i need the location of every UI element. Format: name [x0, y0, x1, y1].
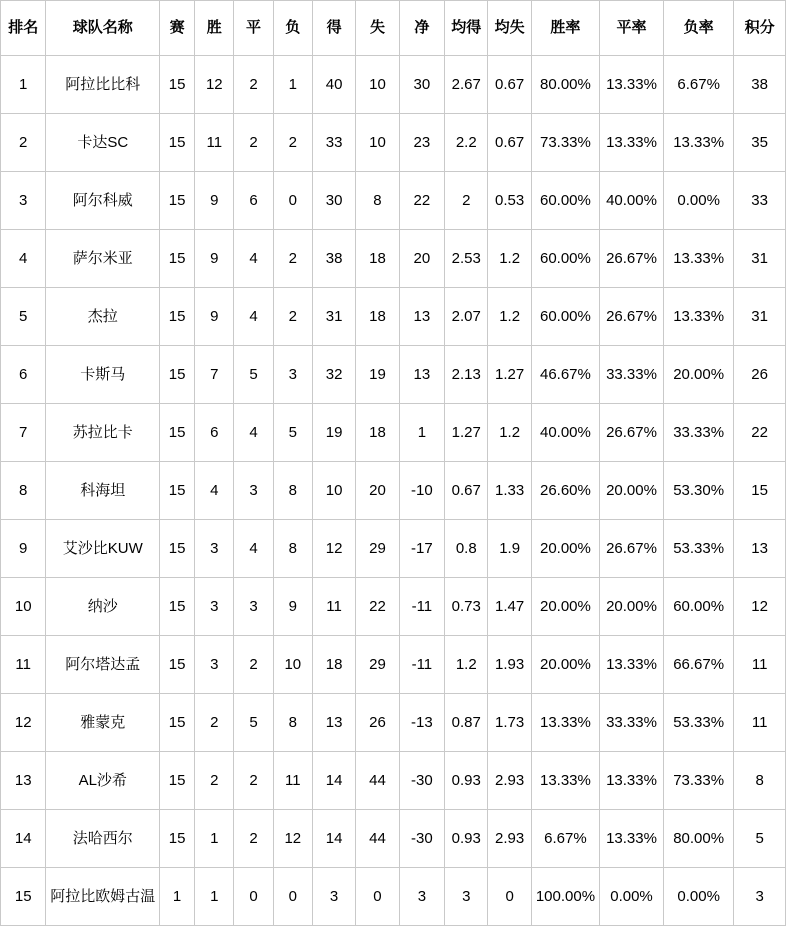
cell-points: 12	[734, 578, 786, 636]
cell-goal-diff: -11	[399, 636, 444, 694]
column-header-played: 赛	[160, 1, 195, 56]
cell-goals-for: 31	[312, 288, 355, 346]
cell-avg-goals-for: 2.53	[445, 230, 488, 288]
cell-goals-against: 26	[356, 694, 399, 752]
cell-goals-against: 8	[356, 172, 399, 230]
cell-goal-diff: -17	[399, 520, 444, 578]
cell-points: 11	[734, 694, 786, 752]
column-header-lose-rate: 负率	[664, 1, 734, 56]
cell-rank: 9	[1, 520, 46, 578]
cell-goals-against: 44	[356, 810, 399, 868]
cell-goal-diff: 23	[399, 114, 444, 172]
cell-draw-rate: 40.00%	[600, 172, 664, 230]
cell-win: 3	[195, 578, 234, 636]
cell-avg-goals-against: 0	[488, 868, 531, 926]
cell-rank: 5	[1, 288, 46, 346]
cell-win-rate: 20.00%	[531, 636, 599, 694]
cell-win-rate: 60.00%	[531, 230, 599, 288]
cell-lose-rate: 53.33%	[664, 520, 734, 578]
cell-lose: 2	[273, 230, 312, 288]
column-header-points: 积分	[734, 1, 786, 56]
cell-draw-rate: 13.33%	[600, 114, 664, 172]
cell-rank: 11	[1, 636, 46, 694]
cell-avg-goals-for: 0.67	[445, 462, 488, 520]
table-row	[1, 288, 786, 346]
cell-goals-for: 3	[312, 868, 355, 926]
header-row	[1, 1, 786, 56]
cell-points: 3	[734, 868, 786, 926]
cell-rank: 2	[1, 114, 46, 172]
cell-played: 15	[160, 288, 195, 346]
cell-played: 15	[160, 346, 195, 404]
cell-goals-against: 10	[356, 56, 399, 114]
cell-goals-against: 18	[356, 288, 399, 346]
cell-goal-diff: -13	[399, 694, 444, 752]
cell-avg-goals-against: 1.73	[488, 694, 531, 752]
cell-points: 31	[734, 288, 786, 346]
cell-goal-diff: -30	[399, 752, 444, 810]
cell-win: 12	[195, 56, 234, 114]
cell-avg-goals-against: 0.53	[488, 172, 531, 230]
cell-goals-against: 22	[356, 578, 399, 636]
table-body	[1, 56, 786, 926]
cell-draw-rate: 13.33%	[600, 752, 664, 810]
cell-draw: 6	[234, 172, 273, 230]
cell-lose-rate: 13.33%	[664, 288, 734, 346]
cell-goal-diff: -11	[399, 578, 444, 636]
cell-draw-rate: 33.33%	[600, 346, 664, 404]
cell-goals-against: 18	[356, 230, 399, 288]
table-row	[1, 404, 786, 462]
cell-avg-goals-for: 2.13	[445, 346, 488, 404]
cell-goals-for: 12	[312, 520, 355, 578]
cell-avg-goals-against: 1.47	[488, 578, 531, 636]
cell-draw: 5	[234, 346, 273, 404]
column-header-rank: 排名	[1, 1, 46, 56]
cell-played: 15	[160, 462, 195, 520]
cell-rank: 14	[1, 810, 46, 868]
column-header-draw-rate: 平率	[600, 1, 664, 56]
cell-lose-rate: 20.00%	[664, 346, 734, 404]
cell-lose: 10	[273, 636, 312, 694]
cell-team[interactable]: 阿尔塔达孟	[46, 636, 160, 694]
cell-avg-goals-against: 1.2	[488, 230, 531, 288]
cell-lose: 2	[273, 288, 312, 346]
cell-win-rate: 100.00%	[531, 868, 599, 926]
cell-points: 8	[734, 752, 786, 810]
cell-team[interactable]: 雅蒙克	[46, 694, 160, 752]
cell-goals-for: 38	[312, 230, 355, 288]
table-row	[1, 56, 786, 114]
cell-lose: 5	[273, 404, 312, 462]
column-header-lose: 负	[273, 1, 312, 56]
cell-win-rate: 20.00%	[531, 578, 599, 636]
cell-draw: 4	[234, 230, 273, 288]
cell-draw: 0	[234, 868, 273, 926]
cell-draw-rate: 13.33%	[600, 56, 664, 114]
cell-team[interactable]: AL沙希	[46, 752, 160, 810]
cell-draw: 2	[234, 752, 273, 810]
column-header-win: 胜	[195, 1, 234, 56]
column-header-goal-diff: 净	[399, 1, 444, 56]
cell-points: 35	[734, 114, 786, 172]
cell-team[interactable]: 卡斯马	[46, 346, 160, 404]
cell-draw-rate: 26.67%	[600, 230, 664, 288]
cell-goals-for: 30	[312, 172, 355, 230]
cell-avg-goals-against: 2.93	[488, 810, 531, 868]
cell-played: 15	[160, 404, 195, 462]
cell-avg-goals-for: 0.87	[445, 694, 488, 752]
cell-goals-against: 44	[356, 752, 399, 810]
table-row	[1, 868, 786, 926]
cell-win: 7	[195, 346, 234, 404]
cell-avg-goals-for: 0.93	[445, 810, 488, 868]
cell-lose-rate: 13.33%	[664, 230, 734, 288]
cell-avg-goals-for: 1.2	[445, 636, 488, 694]
cell-team[interactable]: 卡达SC	[46, 114, 160, 172]
table-header	[1, 1, 786, 56]
cell-goal-diff: 22	[399, 172, 444, 230]
cell-win-rate: 46.67%	[531, 346, 599, 404]
cell-avg-goals-against: 2.93	[488, 752, 531, 810]
cell-lose: 8	[273, 520, 312, 578]
cell-goal-diff: 13	[399, 288, 444, 346]
cell-points: 15	[734, 462, 786, 520]
cell-draw-rate: 13.33%	[600, 810, 664, 868]
cell-played: 15	[160, 578, 195, 636]
cell-goals-for: 33	[312, 114, 355, 172]
cell-lose-rate: 66.67%	[664, 636, 734, 694]
cell-avg-goals-for: 0.8	[445, 520, 488, 578]
cell-draw: 2	[234, 114, 273, 172]
cell-team[interactable]: 法哈西尔	[46, 810, 160, 868]
cell-win-rate: 13.33%	[531, 752, 599, 810]
cell-avg-goals-for: 1.27	[445, 404, 488, 462]
cell-points: 38	[734, 56, 786, 114]
cell-lose-rate: 33.33%	[664, 404, 734, 462]
cell-lose: 11	[273, 752, 312, 810]
cell-win-rate: 73.33%	[531, 114, 599, 172]
cell-team[interactable]: 艾沙比KUW	[46, 520, 160, 578]
cell-rank: 4	[1, 230, 46, 288]
cell-lose: 12	[273, 810, 312, 868]
cell-lose-rate: 6.67%	[664, 56, 734, 114]
cell-lose-rate: 53.30%	[664, 462, 734, 520]
cell-rank: 1	[1, 56, 46, 114]
cell-win-rate: 6.67%	[531, 810, 599, 868]
table-row	[1, 172, 786, 230]
cell-lose: 2	[273, 114, 312, 172]
column-header-avg-goals-for: 均得	[445, 1, 488, 56]
cell-team[interactable]: 苏拉比卡	[46, 404, 160, 462]
cell-avg-goals-against: 1.2	[488, 288, 531, 346]
cell-lose: 8	[273, 694, 312, 752]
cell-avg-goals-for: 2	[445, 172, 488, 230]
cell-goal-diff: -30	[399, 810, 444, 868]
cell-goals-for: 14	[312, 810, 355, 868]
cell-lose-rate: 60.00%	[664, 578, 734, 636]
cell-goals-for: 18	[312, 636, 355, 694]
cell-lose-rate: 73.33%	[664, 752, 734, 810]
cell-played: 15	[160, 114, 195, 172]
cell-team[interactable]: 杰拉	[46, 288, 160, 346]
table-row	[1, 636, 786, 694]
cell-goals-against: 29	[356, 636, 399, 694]
cell-played: 15	[160, 56, 195, 114]
cell-goals-against: 20	[356, 462, 399, 520]
cell-avg-goals-against: 1.33	[488, 462, 531, 520]
table-row	[1, 520, 786, 578]
cell-draw-rate: 26.67%	[600, 520, 664, 578]
cell-goals-for: 32	[312, 346, 355, 404]
cell-team[interactable]: 阿尔科威	[46, 172, 160, 230]
cell-draw-rate: 13.33%	[600, 636, 664, 694]
cell-avg-goals-against: 1.93	[488, 636, 531, 694]
cell-played: 15	[160, 752, 195, 810]
cell-played: 15	[160, 520, 195, 578]
cell-draw-rate: 20.00%	[600, 578, 664, 636]
cell-lose: 8	[273, 462, 312, 520]
cell-win: 3	[195, 520, 234, 578]
column-header-draw: 平	[234, 1, 273, 56]
cell-draw-rate: 20.00%	[600, 462, 664, 520]
cell-draw: 4	[234, 520, 273, 578]
cell-win-rate: 80.00%	[531, 56, 599, 114]
cell-played: 15	[160, 172, 195, 230]
cell-goals-against: 29	[356, 520, 399, 578]
cell-goals-for: 11	[312, 578, 355, 636]
cell-win-rate: 26.60%	[531, 462, 599, 520]
cell-lose-rate: 13.33%	[664, 114, 734, 172]
cell-win: 1	[195, 868, 234, 926]
cell-draw: 3	[234, 462, 273, 520]
cell-win: 9	[195, 172, 234, 230]
cell-lose-rate: 53.33%	[664, 694, 734, 752]
cell-lose-rate: 0.00%	[664, 172, 734, 230]
cell-goal-diff: 13	[399, 346, 444, 404]
cell-draw: 4	[234, 288, 273, 346]
cell-win: 11	[195, 114, 234, 172]
cell-win-rate: 60.00%	[531, 288, 599, 346]
cell-goals-against: 18	[356, 404, 399, 462]
cell-goals-against: 0	[356, 868, 399, 926]
cell-avg-goals-against: 1.2	[488, 404, 531, 462]
cell-team[interactable]: 纳沙	[46, 578, 160, 636]
cell-win: 1	[195, 810, 234, 868]
cell-rank: 8	[1, 462, 46, 520]
cell-points: 11	[734, 636, 786, 694]
cell-team[interactable]: 科海坦	[46, 462, 160, 520]
cell-rank: 3	[1, 172, 46, 230]
column-header-team: 球队名称	[46, 1, 160, 56]
cell-lose: 9	[273, 578, 312, 636]
cell-points: 5	[734, 810, 786, 868]
cell-played: 15	[160, 810, 195, 868]
cell-rank: 7	[1, 404, 46, 462]
cell-goals-against: 19	[356, 346, 399, 404]
cell-rank: 15	[1, 868, 46, 926]
cell-draw: 2	[234, 810, 273, 868]
cell-avg-goals-for: 0.73	[445, 578, 488, 636]
cell-draw: 2	[234, 636, 273, 694]
cell-played: 1	[160, 868, 195, 926]
cell-draw-rate: 26.67%	[600, 404, 664, 462]
cell-win-rate: 13.33%	[531, 694, 599, 752]
cell-lose-rate: 80.00%	[664, 810, 734, 868]
table-row	[1, 346, 786, 404]
column-header-avg-goals-against: 均失	[488, 1, 531, 56]
cell-rank: 13	[1, 752, 46, 810]
cell-win: 6	[195, 404, 234, 462]
cell-avg-goals-for: 0.93	[445, 752, 488, 810]
column-header-goals-for: 得	[312, 1, 355, 56]
cell-goal-diff: 3	[399, 868, 444, 926]
cell-win: 9	[195, 230, 234, 288]
cell-win: 9	[195, 288, 234, 346]
cell-team[interactable]: 萨尔米亚	[46, 230, 160, 288]
cell-lose-rate: 0.00%	[664, 868, 734, 926]
cell-goal-diff: 20	[399, 230, 444, 288]
cell-rank: 6	[1, 346, 46, 404]
cell-rank: 10	[1, 578, 46, 636]
cell-points: 31	[734, 230, 786, 288]
column-header-win-rate: 胜率	[531, 1, 599, 56]
cell-goals-for: 13	[312, 694, 355, 752]
cell-goal-diff: 30	[399, 56, 444, 114]
cell-rank: 12	[1, 694, 46, 752]
cell-win: 2	[195, 694, 234, 752]
cell-avg-goals-for: 2.07	[445, 288, 488, 346]
cell-points: 26	[734, 346, 786, 404]
cell-lose: 0	[273, 172, 312, 230]
cell-avg-goals-against: 1.27	[488, 346, 531, 404]
cell-win: 3	[195, 636, 234, 694]
cell-goal-diff: 1	[399, 404, 444, 462]
cell-points: 13	[734, 520, 786, 578]
table-row	[1, 578, 786, 636]
cell-avg-goals-for: 3	[445, 868, 488, 926]
cell-win-rate: 20.00%	[531, 520, 599, 578]
cell-draw: 5	[234, 694, 273, 752]
cell-goals-for: 40	[312, 56, 355, 114]
cell-lose: 3	[273, 346, 312, 404]
cell-played: 15	[160, 636, 195, 694]
cell-win-rate: 60.00%	[531, 172, 599, 230]
cell-avg-goals-against: 1.9	[488, 520, 531, 578]
cell-lose: 1	[273, 56, 312, 114]
cell-played: 15	[160, 230, 195, 288]
cell-draw-rate: 33.33%	[600, 694, 664, 752]
cell-win-rate: 40.00%	[531, 404, 599, 462]
table-row	[1, 752, 786, 810]
table-row	[1, 230, 786, 288]
cell-lose: 0	[273, 868, 312, 926]
column-header-goals-against: 失	[356, 1, 399, 56]
cell-draw: 2	[234, 56, 273, 114]
cell-goals-for: 19	[312, 404, 355, 462]
cell-goals-against: 10	[356, 114, 399, 172]
table-row	[1, 462, 786, 520]
cell-win: 4	[195, 462, 234, 520]
cell-draw: 4	[234, 404, 273, 462]
cell-points: 22	[734, 404, 786, 462]
cell-win: 2	[195, 752, 234, 810]
cell-team[interactable]: 阿拉比欧姆古温	[46, 868, 160, 926]
cell-avg-goals-for: 2.67	[445, 56, 488, 114]
table-row	[1, 694, 786, 752]
cell-goals-for: 14	[312, 752, 355, 810]
cell-goals-for: 10	[312, 462, 355, 520]
cell-points: 33	[734, 172, 786, 230]
table-row	[1, 114, 786, 172]
cell-avg-goals-for: 2.2	[445, 114, 488, 172]
cell-played: 15	[160, 694, 195, 752]
cell-avg-goals-against: 0.67	[488, 56, 531, 114]
cell-draw-rate: 0.00%	[600, 868, 664, 926]
cell-avg-goals-against: 0.67	[488, 114, 531, 172]
cell-draw-rate: 26.67%	[600, 288, 664, 346]
cell-goal-diff: -10	[399, 462, 444, 520]
cell-team[interactable]: 阿拉比比科	[46, 56, 160, 114]
cell-draw: 3	[234, 578, 273, 636]
